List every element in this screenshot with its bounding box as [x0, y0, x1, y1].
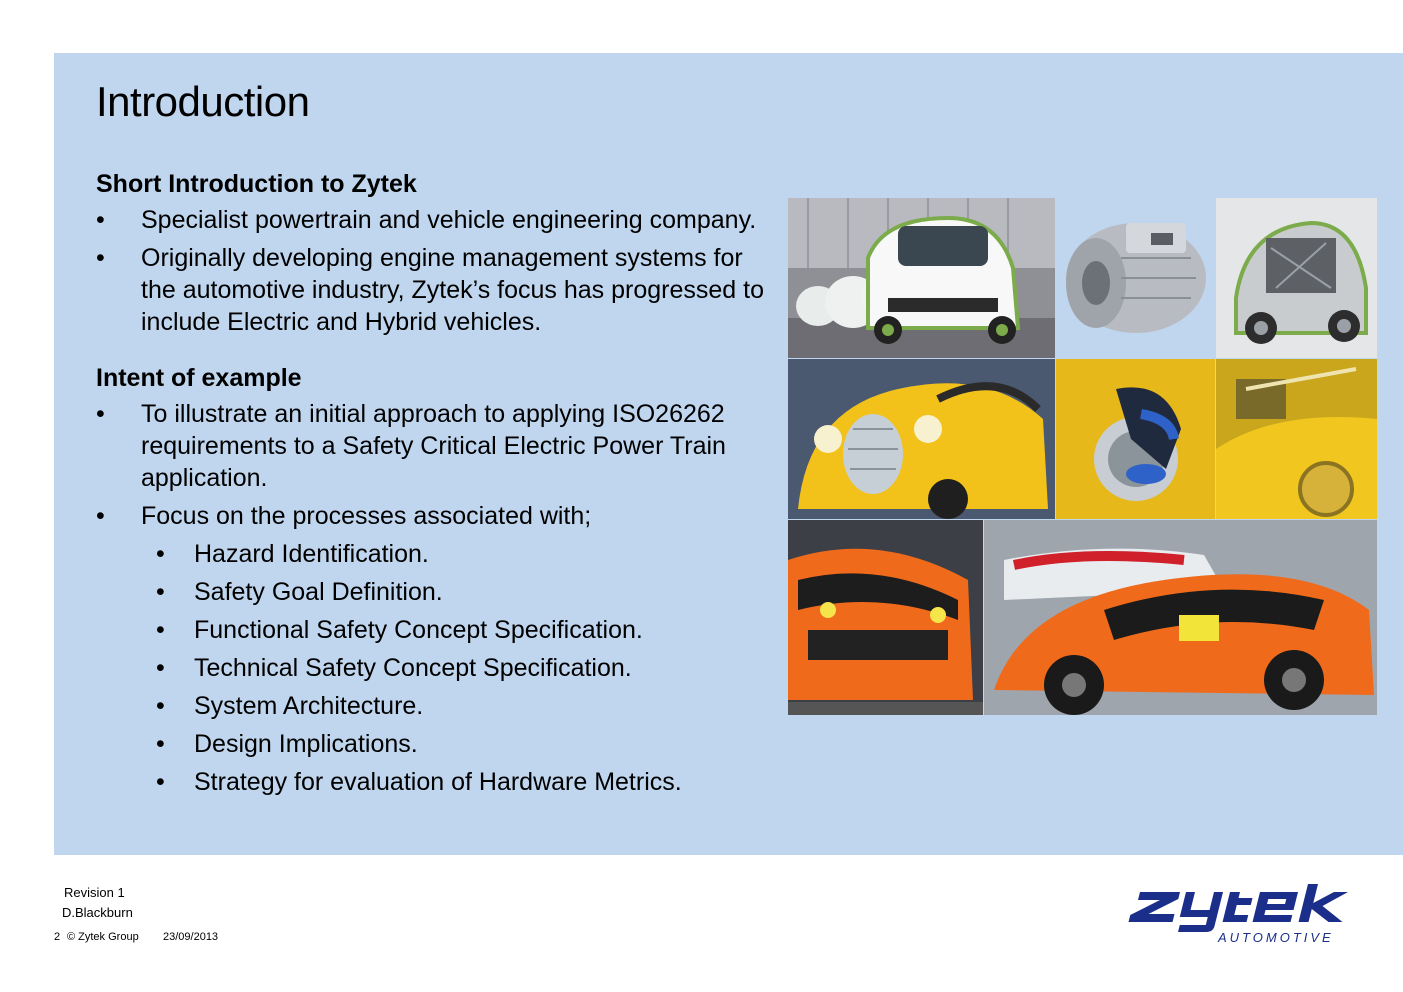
- footer-revision: Revision 1: [64, 885, 125, 900]
- bullet-dot: •: [96, 244, 105, 272]
- photo-electric-city-cars: [788, 198, 1055, 358]
- bullet-text: Originally developing engine management systems for the automotive industry, Zytek’s focus has progressed to include Electric and Hybrid vehicles.: [141, 244, 764, 336]
- bullet-text: To illustrate an initial approach to applying ISO26262 requirements to a Safety Critical Electric Power Train application.: [141, 400, 726, 492]
- section-heading-intent: Intent of example: [96, 364, 302, 392]
- bullet-item: [96, 242, 776, 338]
- sub-bullet-text: Strategy for evaluation of Hardware Metrics.: [194, 768, 682, 796]
- bullet-dot: •: [96, 206, 105, 234]
- sub-bullet-text: Functional Safety Concept Specification.: [194, 616, 643, 644]
- zytek-logo: [1128, 884, 1358, 946]
- bullet-item: [96, 204, 776, 236]
- vehicle-photo-collage: [788, 198, 1377, 715]
- bullet-text: Specialist powertrain and vehicle engineering company.: [141, 206, 757, 234]
- sub-bullet-text: Design Implications.: [194, 730, 418, 758]
- sub-bullet-text: Hazard Identification.: [194, 540, 429, 568]
- photo-race-car-front: [788, 520, 983, 715]
- bullet-text: Focus on the processes associated with;: [141, 502, 592, 530]
- photo-race-car-side: [984, 520, 1377, 715]
- footer-page-number: 2: [54, 931, 61, 943]
- bullet-item: [96, 500, 776, 532]
- sub-bullet-item: [96, 652, 776, 684]
- bullet-dot: •: [156, 730, 165, 758]
- slide-body: [96, 168, 776, 804]
- sub-bullet-item: [96, 728, 776, 760]
- photo-electric-motor: [1056, 198, 1215, 358]
- sub-bullet-item: [96, 576, 776, 608]
- bullet-dot: •: [96, 502, 105, 530]
- sub-bullet-text: System Architecture.: [194, 692, 424, 720]
- bullet-dot: •: [156, 654, 165, 682]
- photo-yellow-car-detail: [1216, 359, 1377, 519]
- sub-bullet-text: Safety Goal Definition.: [194, 578, 443, 606]
- sub-bullet-item: [96, 614, 776, 646]
- bullet-dot: •: [156, 768, 165, 796]
- bullet-dot: •: [156, 616, 165, 644]
- bullet-dot: •: [156, 540, 165, 568]
- bullet-item: [96, 398, 776, 494]
- photo-car-cutaway: [1216, 198, 1377, 358]
- footer-date: 23/09/2013: [163, 931, 219, 943]
- sub-bullet-item: [96, 690, 776, 722]
- photo-yellow-sports-car: [788, 359, 1055, 519]
- sub-bullet-item: [96, 538, 776, 570]
- section-heading-intro: Short Introduction to Zytek: [96, 170, 417, 198]
- photo-charging-connector: [1056, 359, 1215, 519]
- sub-bullet-item: [96, 766, 776, 798]
- bullet-dot: •: [156, 692, 165, 720]
- sub-bullet-text: Technical Safety Concept Specification.: [194, 654, 632, 682]
- bullet-dot: •: [156, 578, 165, 606]
- slide-title: Introduction: [96, 78, 310, 125]
- footer-copyright: © Zytek Group: [67, 931, 139, 943]
- footer-author: D.Blackburn: [62, 905, 133, 920]
- logo-tagline: AUTOMOTIVE: [1218, 930, 1334, 945]
- bullet-dot: •: [96, 400, 105, 428]
